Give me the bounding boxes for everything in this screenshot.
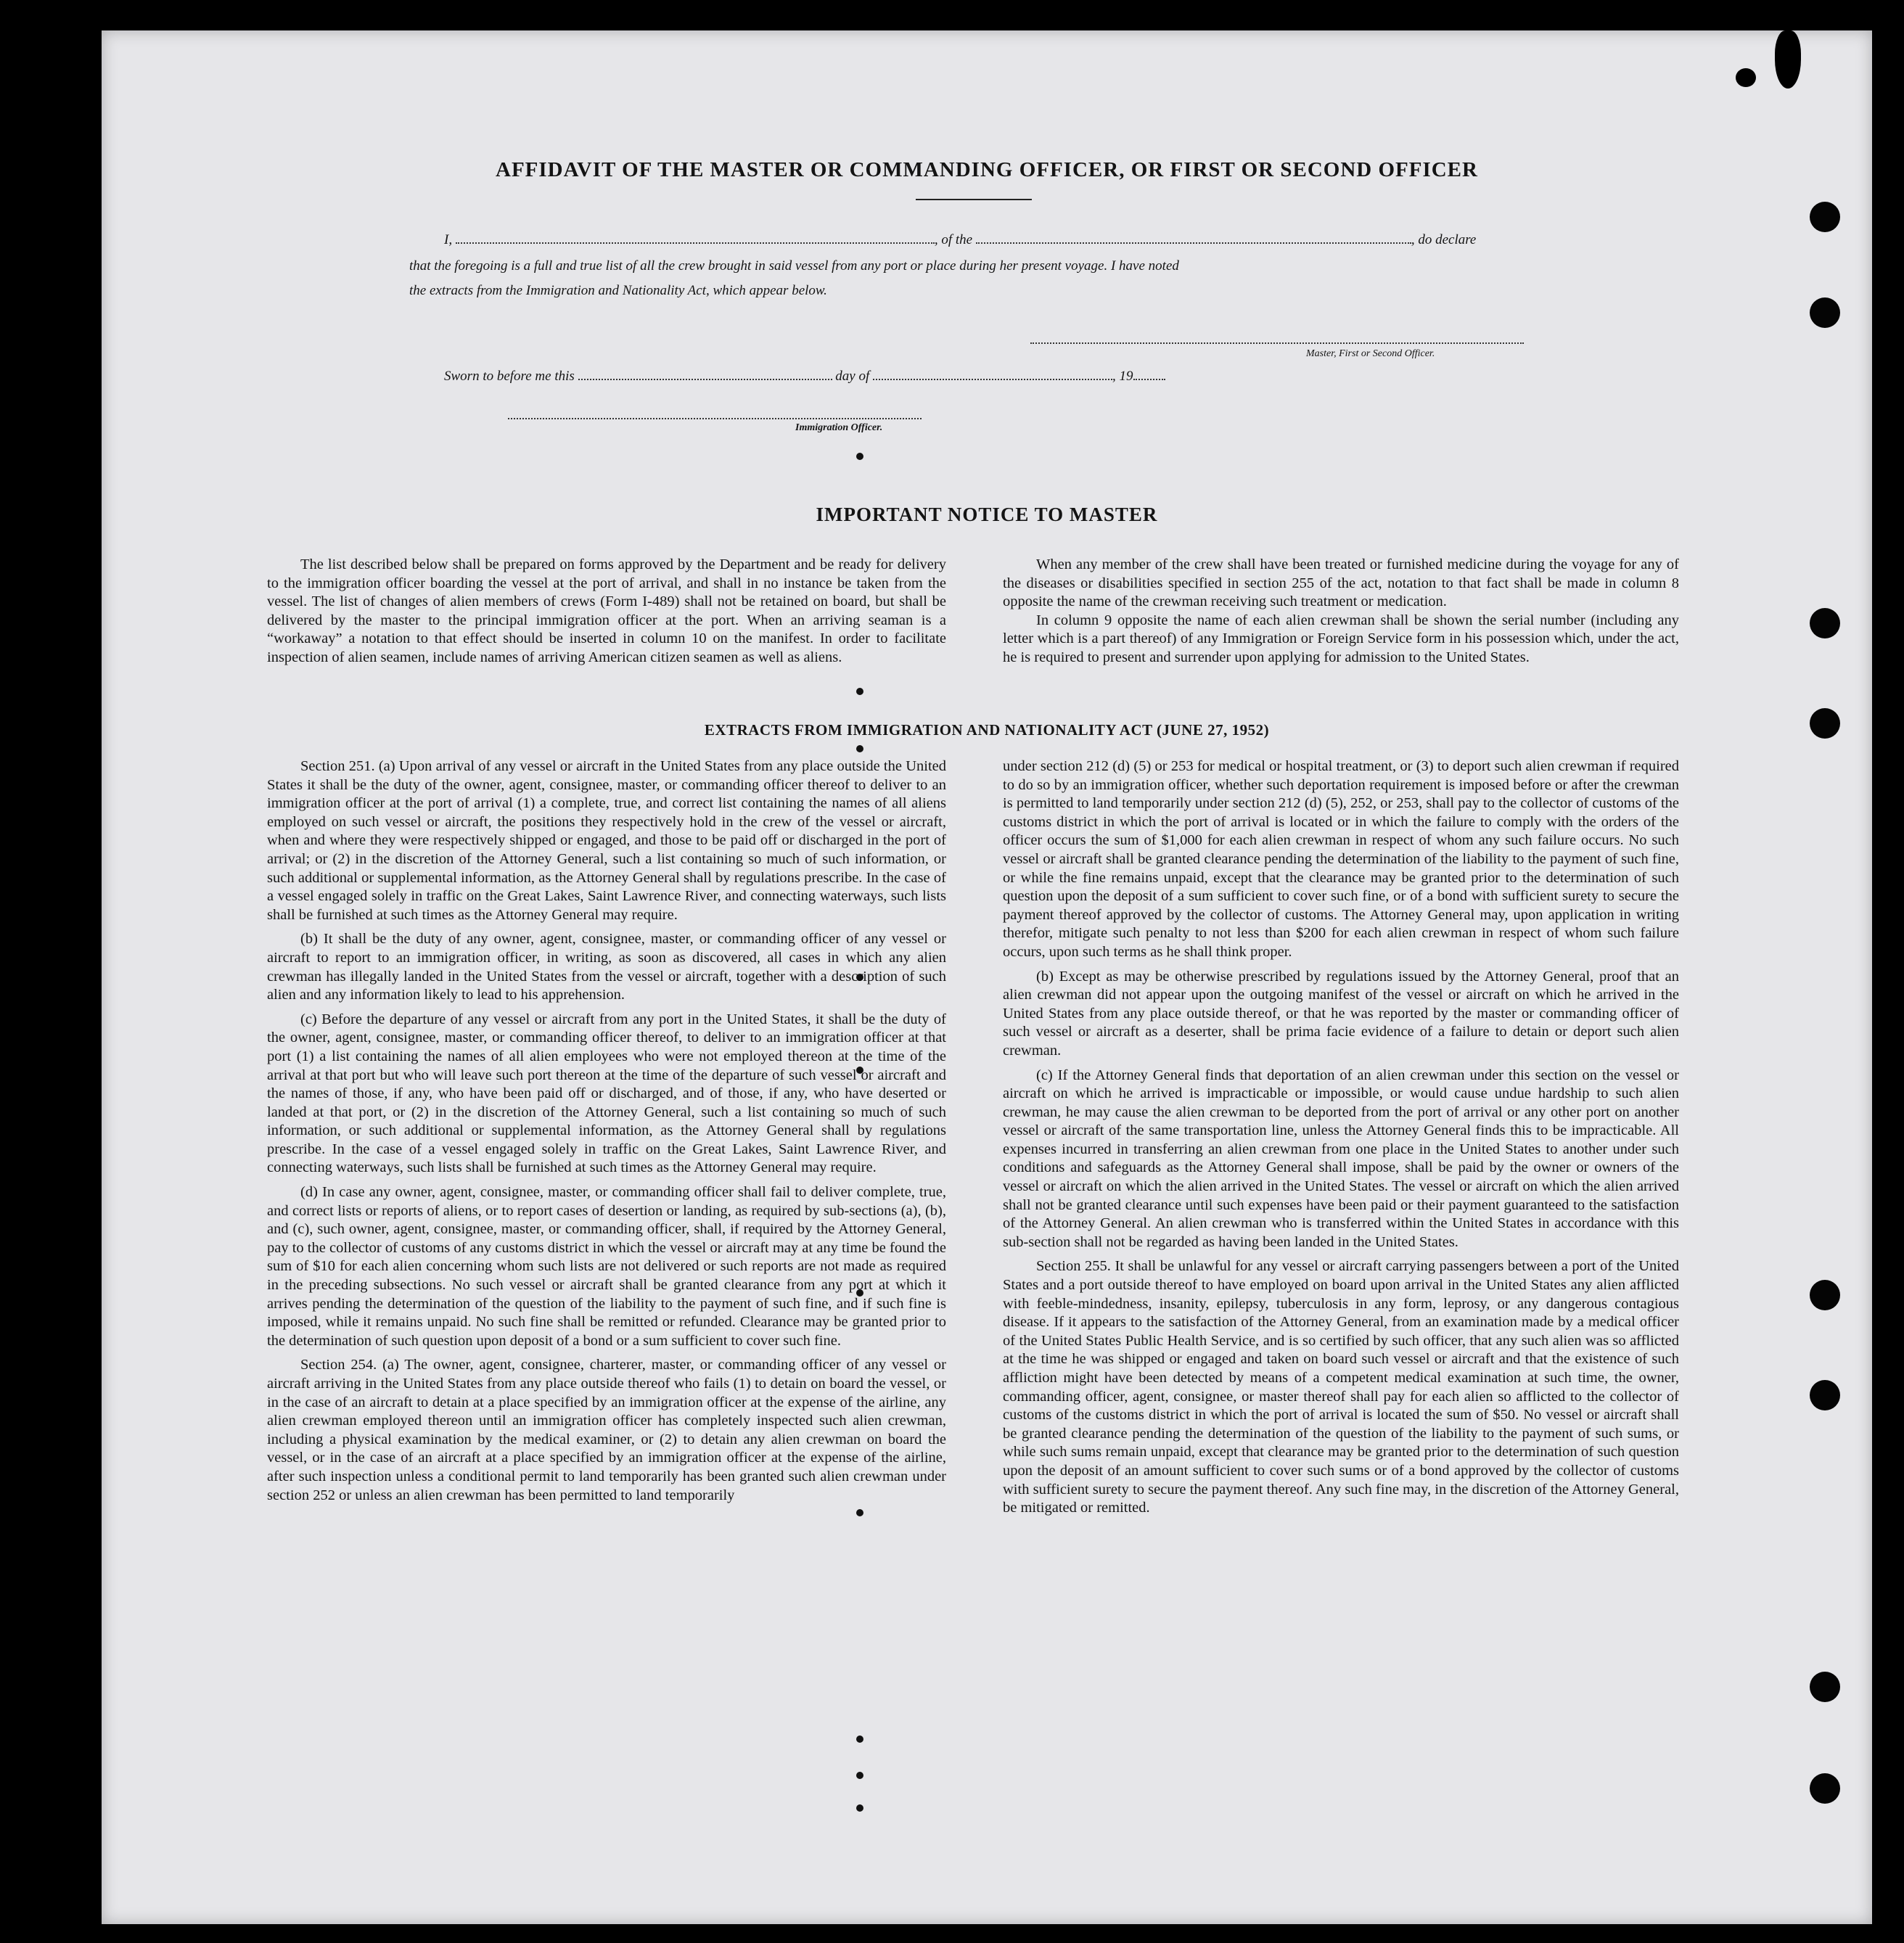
affidavit-i: I, xyxy=(444,232,453,247)
section-254-a: Section 254. (a) The owner, agent, consignee, charterer, master, or commanding officer of any vessel or aircraft arriving in the United States from any place outside thereof who fails (1) to detain on board the vessel, or in the case of an aircraft to detain at a place specified by an immigration officer at the expense of the airline, any alien crewman employed thereon until an immigration officer has completely inspected such alien crewman, including a physical examination by the medical examiner, or (2) to detain any alien crewman on board the vessel, or in the case of an aircraft at a place specified by an immigration officer at the expense of the airline, after such inspection unless a conditional permit to land temporarily has been granted such alien crewman under section 252 or unless an alien crewman has been permitted to land temporarily xyxy=(267,1357,946,1503)
punch-hole xyxy=(1810,202,1840,232)
section-251-d: (d) In case any owner, agent, consignee, master, or commanding officer shall fail to deliver complete, true, and correct lists or reports of aliens, or to report cases of desertion or landing, as required by sub-sections (a), (b), and (c), such owner, agent, consignee, master, or commanding officer, shall, if required by the Attorney General, pay to the collector of customs of any customs district in which the vessel or aircraft may at any time be found the sum of $10 for each alien concerning whom such lists are not delivered or such reports are not made as required in the preceding subsections. No such vessel or aircraft shall be granted clearance from any port at which it arrives pending the determination of the question of the liability to the payment of such fine, and if such fine is imposed, while it remains unpaid. No such fine shall be remitted or refunded. Clearance may be granted prior to the determination of such question upon deposit of a bond or a sum sufficient to cover such fine. xyxy=(267,1184,946,1349)
section-251-a: Section 251. (a) Upon arrival of any vessel or aircraft in the United States from any place outside the United States it shall be the duty of the owner, agent, consignee, master, or commanding officer thereof to deliver to an immigration officer at the port of arrival (1) a complete, true, and correct list containing the names of all aliens employed on such vessel or aircraft, the positions they respectively hold in the crew of the vessel or aircraft, when and where they were respectively shipped or engaged, and those to be paid off or discharged in the port of arrival; or (2) in the discretion of the Attorney General, such a list containing so much of such information, or such additional or supplemental information, as the Attorney General shall by regulations prescribe. In the case of a vessel engaged solely in traffic on the Great Lakes, Saint Lawrence River, and connecting waterways, such lists shall be furnished at such times as the Attorney General may require. xyxy=(267,758,946,923)
binding-dot xyxy=(856,453,863,460)
year-blank[interactable] xyxy=(1133,376,1165,380)
name-blank[interactable] xyxy=(456,239,935,244)
vessel-blank[interactable] xyxy=(976,239,1411,244)
affidavit-do-declare: , do declare xyxy=(1411,232,1477,247)
master-signature-line[interactable] xyxy=(1030,340,1524,344)
sworn-label: Sworn to before me this xyxy=(444,369,575,384)
affidavit-of-the: , of the xyxy=(934,232,973,247)
sworn-line xyxy=(444,369,1165,385)
binding-dot xyxy=(856,745,863,752)
section-251-c: (c) Before the departure of any vessel or aircraft from any port in the United States, it shall be the duty of the owner, agent, consignee, master, or commanding officer thereof, to deliver to an immigration officer at that port (1) a list containing the names of all alien employees who were not employed thereon at the time of the arrival at that port but who will leave such port thereon at the time of the departure of such vessel or aircraft and the names of those, if any, who have been paid off or discharged, and of those, if any, who have deserted or landed at that port, or (2) in the discretion of the Attorney General, such a list containing so much of such information, or such additional or supplemental information, as the Attorney General shall by regulations prescribe. In the case of a vessel engaged solely in traffic on the Great Lakes, Saint Lawrence River, and connecting waterways, such lists shall be furnished at such times as the Attorney General may require. xyxy=(267,1011,946,1176)
ink-blot xyxy=(1775,30,1801,89)
punch-hole xyxy=(1810,1280,1840,1310)
document-page xyxy=(102,30,1872,1924)
binding-dot xyxy=(856,1804,863,1812)
extracts-left-column xyxy=(267,757,946,1511)
punch-hole xyxy=(1810,1380,1840,1410)
section-254-a-cont: under section 212 (d) (5) or 253 for medical or hospital treatment, or (3) to deport such alien crewman if required to do so by an immigration officer, whether such deportation requirement is imposed before or after the crewman is permitted to land temporarily under section 212 (d) (5), 252, or 253, shall pay to the collector of customs of the customs district in which the port of arrival is located or in which the failure to comply with the orders of the officer occurs the sum of $1,000 for each alien crewman in respect of whom any such failure occurs. No such vessel or aircraft shall be granted clearance pending the determination of the liability to the payment of such fine, or while the fine remains unpaid, except that the clearance may be granted prior to the determination of such question upon the deposit of a sum sufficient to cover such fine, or of a bond with sufficient surety to secure the payment thereof approved by the collector of customs. The Attorney General may, upon application in writing therefor, mitigate such penalty to not less than $200 for each alien crewman in respect of whom such failure occurs, upon such terms as he shall think proper. xyxy=(1003,758,1679,960)
notice-left-text: The list described below shall be prepared on forms approved by the Department and be ready for delivery to the immigration officer boarding the vessel at the port of arrival, and shall in no instance be taken from the vessel. The list of changes of alien members of crews (Form I-489) shall not be retained on board, but shall be delivered by the master to the principal immigration officer at the port. When an arriving seaman is a “workaway” a notation to that effect should be inserted in column 10 on the manifest. In order to facilitate inspection of alien seamen, include names of arriving American citizen seamen as well as aliens. xyxy=(267,556,946,665)
affidavit-line-2: that the foregoing is a full and true list of all the crew brought in said vessel from any port or place during her present voyage. I have noted xyxy=(409,258,1179,274)
officer-signature-line[interactable] xyxy=(508,415,922,419)
master-caption: Master, First or Second Officer. xyxy=(1306,348,1435,359)
section-251-b: (b) It shall be the duty of any owner, agent, consignee, master, or commanding officer of any vessel or aircraft to report to an immigration officer, in writing, as soon as discovered, all cases in which any alien crewman has illegally landed in the United States from the vessel or aircraft, together with a description of such alien and any information likely to lead to his apprehension. xyxy=(267,931,946,1003)
affidavit-title: AFFIDAVIT OF THE MASTER OR COMMANDING OFFICER, OR FIRST OR SECOND OFFICER xyxy=(496,158,1478,181)
day-blank[interactable] xyxy=(578,376,832,380)
extracts-title: EXTRACTS FROM IMMIGRATION AND NATIONALITY ACT (JUNE 27, 1952) xyxy=(704,721,1270,739)
binding-dot xyxy=(856,1735,863,1743)
notice-right-text-1: When any member of the crew shall have been treated or furnished medicine during the voyage for any of the diseases or disabilities specified in section 255 of the act, notation to that fact shall be made in column 8 opposite the name of the crewman receiving such treatment or medication. xyxy=(1003,556,1679,610)
section-254-c: (c) If the Attorney General finds that deportation of an alien crewman under this section on the vessel or aircraft on which he arrived is impracticable or impossible, or would cause undue hardship to such alien crewman, he may cause the alien crewman to be deported from the port of arrival or any other port on another vessel or aircraft of the same transportation line, unless the Attorney General finds this to be impracticable. All expenses incurred in transferring an alien crewman from one place in the United States to another under such conditions and safeguards as the Attorney General shall impose, shall be paid by the owner or owners of the vessel or aircraft on which the alien arrived in the United States. The vessel or aircraft on which the alien arrived shall not be granted clearance until such expenses have been paid or their payment guaranteed to the satisfaction of the Attorney General. An alien crewman who is transferred within the United States in accordance with this sub-section shall not be regarded as having been landed in the United States. xyxy=(1003,1067,1679,1250)
officer-caption: Immigration Officer. xyxy=(795,422,883,433)
binding-dot xyxy=(856,688,863,695)
affidavit-line-3: the extracts from the Immigration and Nationality Act, which appear below. xyxy=(409,283,827,298)
extracts-right-column xyxy=(1003,757,1679,1524)
notice-right-text-2: In column 9 opposite the name of each alien crewman shall be shown the serial number (including any letter which is a part thereof) of any Immigration or Foreign Service form in his possession which, under the act, he is required to present and surrender upon applying for admission to the United States. xyxy=(1003,612,1679,665)
punch-hole xyxy=(1810,1773,1840,1804)
notice-left-column xyxy=(267,556,946,673)
ink-spot xyxy=(1736,68,1756,87)
title-rule xyxy=(916,199,1032,200)
punch-hole xyxy=(1810,1672,1840,1702)
notice-right-column xyxy=(1003,556,1679,673)
binding-dot xyxy=(856,1772,863,1779)
month-blank[interactable] xyxy=(873,376,1112,380)
year-label: , 19 xyxy=(1112,369,1133,384)
day-of-label: day of xyxy=(835,369,870,384)
section-255: Section 255. It shall be unlawful for any vessel or aircraft carrying passengers between a port of the United States and a port outside thereof to have employed on board upon arrival in the United States any alien afflicted with feeble-mindedness, insanity, epilepsy, tuberculosis in any form, leprosy, or any dangerous contagious disease. If it appears to the satisfaction of the Attorney General, from an examination made by a medical officer of the United States Public Health Service, and is so certified by such officer, that any such alien was so afflicted at the time he was shipped or engaged and taken on board such vessel or aircraft and that the existence of such affliction might have been detected by means of a competent medical examination at such time, the owner, commanding officer, agent, consignee, or master thereof shall pay for each alien so afflicted to the collector of customs of the customs district in which the port of arrival is located the sum of $50. No vessel or aircraft shall be granted clearance pending the determination of the question of the liability to the payment of such sums, or while such sums remain unpaid, except that clearance may be granted prior to the determination of such question upon the deposit of an amount sufficient to cover such sums or of a bond approved by the collector of customs with sufficient surety to secure the payment thereof. Any such fine may, in the discretion of the Attorney General, be mitigated or remitted. xyxy=(1003,1258,1679,1516)
notice-title: IMPORTANT NOTICE TO MASTER xyxy=(816,504,1158,525)
punch-hole xyxy=(1810,608,1840,638)
section-254-b: (b) Except as may be otherwise prescribed by regulations issued by the Attorney General, proof that an alien crewman did not appear upon the outgoing manifest of the vessel or aircraft on which he arrived in the United States from any place outside thereof, or that he was reported by the master or commanding officer of such vessel or aircraft as a deserter, shall be prima facie evidence of a failure to detain or deport such alien crewman. xyxy=(1003,968,1679,1059)
affidavit-line-1 xyxy=(444,232,1476,248)
punch-hole xyxy=(1810,297,1840,328)
